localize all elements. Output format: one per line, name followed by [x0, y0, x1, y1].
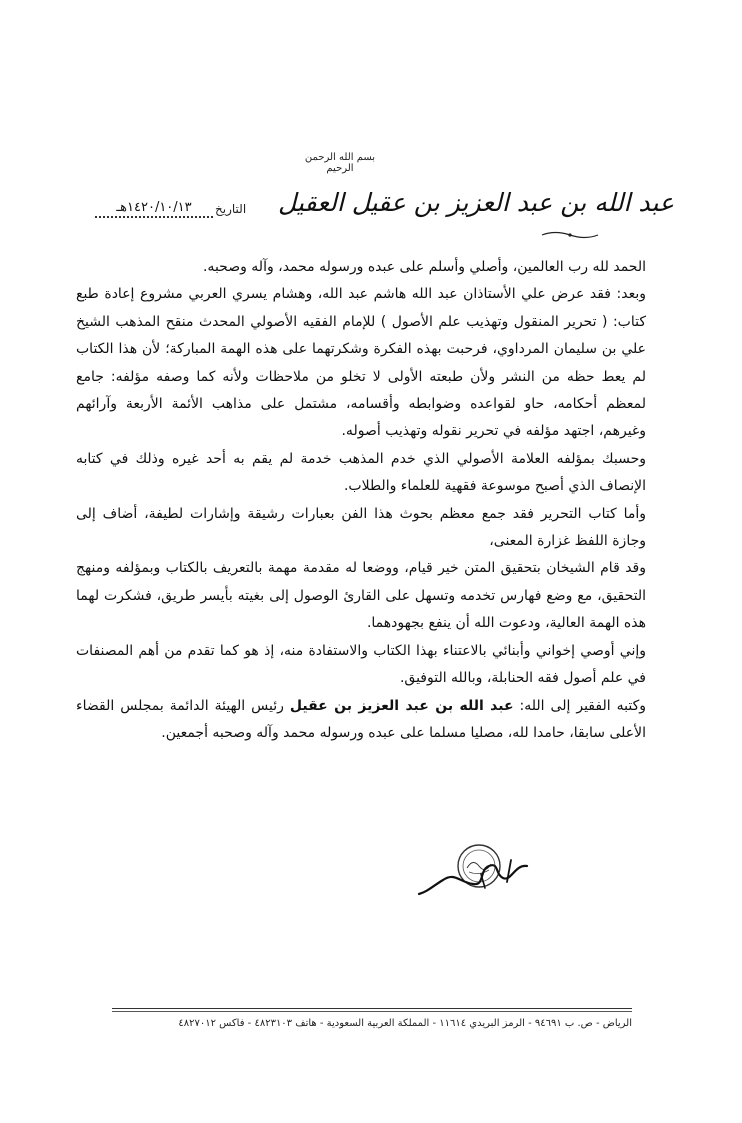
letter-body	[76, 254, 646, 747]
header-ornament-icon	[540, 228, 600, 242]
basmala-calligraphy: بسم الله الرحمن الرحيم	[304, 152, 376, 174]
footer-divider	[112, 1008, 632, 1009]
footer-address: الرياض - ص. ب ٩٤٦٩١ - الرمز البريدي ١١٦١٤ - المملكة العربية السعودية - هاتف ٤٨٢٣١٠٣ - فاكس ٤٨٢٧٠١٢	[178, 1018, 632, 1029]
body-paragraph: وأما كتاب التحرير فقد جمع معظم بحوث هذا الفن بعبارات رشيقة وإشارات لطيفة، أضاف إلى وجازة اللفظ غزارة المعنى،	[76, 505, 646, 550]
handwritten-signature-icon	[415, 852, 535, 898]
footer-divider-thin	[112, 1011, 632, 1012]
closing-suffix: رئيس الهيئة الدائمة بمجلس القضاء الأعلى سابقا، حامدا لله، مصليا مسلما على عبده ورسوله محمد وآله وصحبه أجمعين.	[76, 697, 646, 741]
closing-paragraph	[76, 693, 646, 748]
body-paragraph: الحمد لله رب العالمين، وأصلي وأسلم على عبده ورسوله محمد، وآله وصحبه.	[202, 259, 646, 275]
body-paragraph: وقد قام الشيخان بتحقيق المتن خير قيام، ووضعا له مقدمة مهمة بالتعريف بالكتاب وبمؤلفه ومنهج التحقيق، مع وضع فهارس تخدمه وتسهل على القارئ الوصول إلى بغيته بأيسر طريق، فشكرت لهما هذه الهمة العالية، ودعوت الله أن ينفع بجهودهما.	[76, 560, 646, 632]
letterhead-author-name: عبد الله بن عبد العزيز بن عقيل العقيل	[278, 188, 674, 217]
date-value: ١٤٢٠/١٠/١٣هـ	[95, 200, 213, 218]
closing-prefix: وكتبه الفقير إلى الله:	[513, 697, 646, 714]
body-paragraph: وبعد: فقد عرض علي الأستاذان عبد الله هاشم عبد الله، وهشام يسري العربي مشروع إعادة طبع كتاب: ( تحرير المنقول وتهذيب علم الأصول ) للإمام الفقيه الأصولي المحدث منقح المذهب الشيخ علي بن سليمان المرداوي، فرحبت بهذه الفكرة وشكرتهما على هذه الهمة المباركة؛ لأن هذا الكتاب لم يعط حظه من النشر ولأن طبعته الأولى لا تخلو من ملاحظات ولأنه كما وصفه مؤلفه: جامع لمعظم أحكامه، حاو لقواعده وضوابطه وأقسامه، مشتمل على مذاهب الأئمة الأربعة وآرائهم وغيرهم، اجتهد مؤلفه في تحرير نقوله وتهذيب أصوله.	[76, 286, 646, 440]
body-paragraph: وإني أوصي إخواني وأبنائي بالاعتناء بهذا الكتاب والاستفادة منه، إذ هو كما تقدم من أهم المصنفات في علم أصول فقه الحنابلة، وبالله التوفيق.	[76, 642, 646, 687]
body-paragraph: وحسبك بمؤلفه العلامة الأصولي الذي خدم المذهب خدمة لم يقم به أحد غيره وذلك في كتابه الإنصاف الذي أصبح موسوعة فقهية للعلماء والطلاب.	[76, 450, 646, 495]
date-label: التاريخ	[215, 202, 247, 216]
closing-author-name: عبد الله بن عبد العزيز بن عقيل	[289, 697, 514, 714]
